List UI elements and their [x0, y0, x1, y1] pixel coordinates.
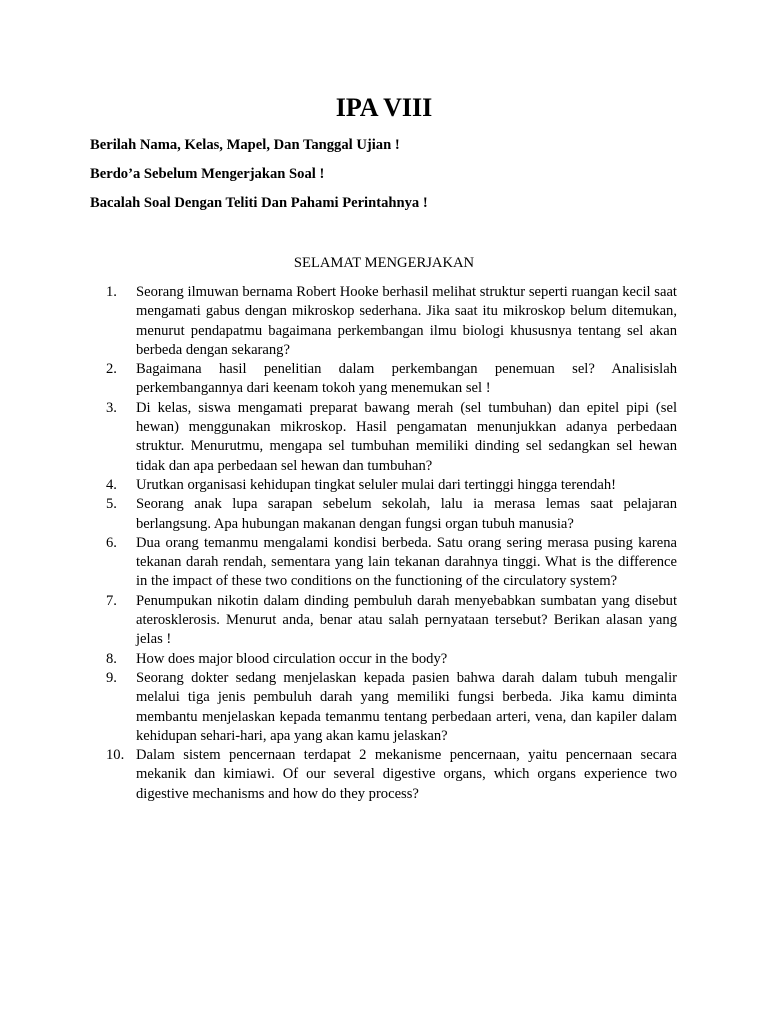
instruction-item: Berilah Nama, Kelas, Mapel, Dan Tanggal Ujian !: [90, 137, 400, 153]
question-number: 5.: [106, 496, 117, 513]
question-number: 2.: [106, 361, 117, 378]
question-text: Di kelas, siswa mengamati preparat bawang merah (sel tumbuhan) dan epitel pipi (sel hewan) menggunakan mikroskop. Hasil pengamatan menunjukkan adanya perbedaan struktur. Menurutmu, mengapa sel tumbuhan memiliki dinding sel sedangkan sel hewan tidak dan apa perbedaan sel hewan dan tumbuhan?: [136, 399, 677, 474]
question-text: Dua orang temanmu mengalami kondisi berbeda. Satu orang sering merasa pusing karena tekanan darah rendah, sementara yang lain tekanan darahnya tinggi. What is the difference in the impact of these two conditions on the functioning of the circulatory system?: [136, 534, 677, 590]
questions-list: [106, 283, 677, 804]
instruction-item: Bacalah Soal Dengan Teliti Dan Pahami Perintahnya !: [90, 195, 428, 211]
question-item: [106, 360, 677, 399]
question-item: [106, 650, 677, 669]
section-subtitle: SELAMAT MENGERJAKAN: [293, 255, 475, 271]
question-number: 7.: [106, 592, 117, 609]
question-item: [106, 476, 677, 495]
question-number: 10.: [106, 747, 125, 764]
question-number: 4.: [106, 476, 117, 493]
question-text: Seorang anak lupa sarapan sebelum sekolah, lalu ia merasa lemas saat pelajaran berlangsung. Apa hubungan makanan dengan fungsi organ tubuh manusia?: [136, 496, 677, 532]
instructions-list: [90, 134, 690, 221]
question-number: 6.: [106, 534, 117, 551]
question-number: 8.: [106, 650, 117, 667]
question-item: [106, 592, 677, 650]
question-item: [106, 746, 677, 804]
question-text: Seorang dokter sedang menjelaskan kepada pasien bahwa darah dalam tubuh mengalir melalui tiga jenis pembuluh darah yang memiliki fungsi berbeda. Jika kamu diminta membantu menjelaskan kepada temanmu tentang perbedaan arteri, vena, dan kapiler dalam kehidupan sehari-hari, apa yang akan kamu jelaskan?: [136, 669, 677, 744]
question-text: Penumpukan nikotin dalam dinding pembuluh darah menyebabkan sumbatan yang disebut aterosklerosis. Menurut anda, benar atau salah pernyataan tersebut? Berikan alasan yang jelas !: [136, 592, 677, 648]
question-number: 1.: [106, 284, 117, 300]
page-title: IPA VIII: [335, 93, 433, 122]
question-number: 9.: [106, 669, 117, 686]
question-item: [106, 399, 677, 476]
question-item: [106, 495, 677, 534]
question-item: [106, 669, 677, 746]
question-item: [106, 534, 677, 592]
question-text: Urutkan organisasi kehidupan tingkat seluler mulai dari tertinggi hingga terendah!: [136, 476, 616, 493]
question-text: Dalam sistem pencernaan terdapat 2 mekanisme pencernaan, yaitu pencernaan secara mekanik dan kimiawi. Of our several digestive organs, which organs experience two digestive mechanisms and how do they process?: [136, 747, 677, 802]
question-item: [106, 283, 677, 360]
question-text: How does major blood circulation occur in the body?: [136, 650, 448, 667]
question-number: 3.: [106, 399, 117, 416]
question-text: Seorang ilmuwan bernama Robert Hooke berhasil melihat struktur seperti ruangan kecil saat mengamati gabus dengan mikroskop sederhana. Jika saat itu mikroskop belum ditemukan, menurut pendapatmu bagaimana perkembangan ilmu biologi khususnya tentang sel akan berbeda dengan sekarang?: [136, 284, 677, 358]
question-text: Bagaimana hasil penelitian dalam perkembangan penemuan sel? Analisislah perkembangannya dari keenam tokoh yang menemukan sel !: [136, 361, 677, 397]
instruction-item: Berdo’a Sebelum Mengerjakan Soal !: [90, 166, 325, 182]
